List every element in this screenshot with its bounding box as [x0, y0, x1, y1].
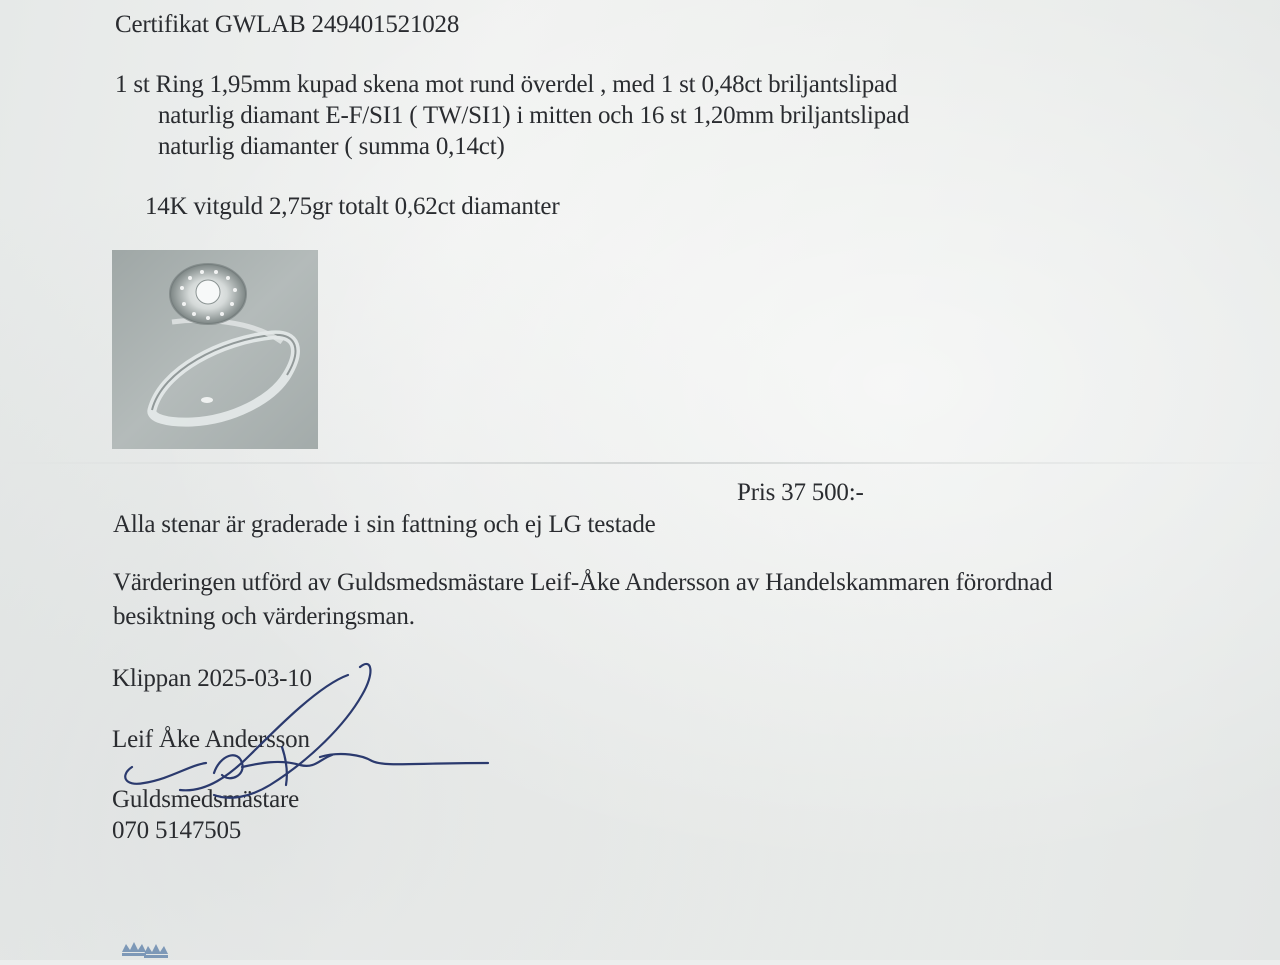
appraisal-note-line-2: besiktning och värderingsman.	[113, 603, 415, 630]
signer-name: Leif Åke Andersson	[112, 726, 310, 753]
place-date: Klippan 2025-03-10	[112, 665, 312, 692]
ring-photo	[112, 250, 318, 449]
description-line-1: 1 st Ring 1,95mm kupad skena mot rund överdel , med 1 st 0,48ct briljantslipad	[115, 71, 898, 98]
paper-fold	[0, 462, 1280, 464]
certificate-number: Certifikat GWLAB 249401521028	[115, 11, 460, 38]
appraisal-note-line-1: Värderingen utförd av Guldsmedsmästare Leif-Åke Andersson av Handelskammaren förordnad	[113, 569, 1053, 596]
description-line-3: naturlig diamanter ( summa 0,14ct)	[158, 133, 505, 160]
price: Pris 37 500:-	[737, 479, 864, 506]
grading-note: Alla stenar är graderade i sin fattning och ej LG testade	[113, 511, 656, 538]
signer-title: Guldsmedsmästare	[112, 786, 300, 813]
phone-number: 070 5147505	[112, 817, 242, 844]
crown-crest-icon	[118, 938, 170, 960]
metal-weight-line: 14K vitguld 2,75gr totalt 0,62ct diamanter	[145, 193, 560, 220]
description-line-2: naturlig diamant E-F/SI1 ( TW/SI1) i mitten och 16 st 1,20mm briljantslipad	[158, 102, 910, 129]
